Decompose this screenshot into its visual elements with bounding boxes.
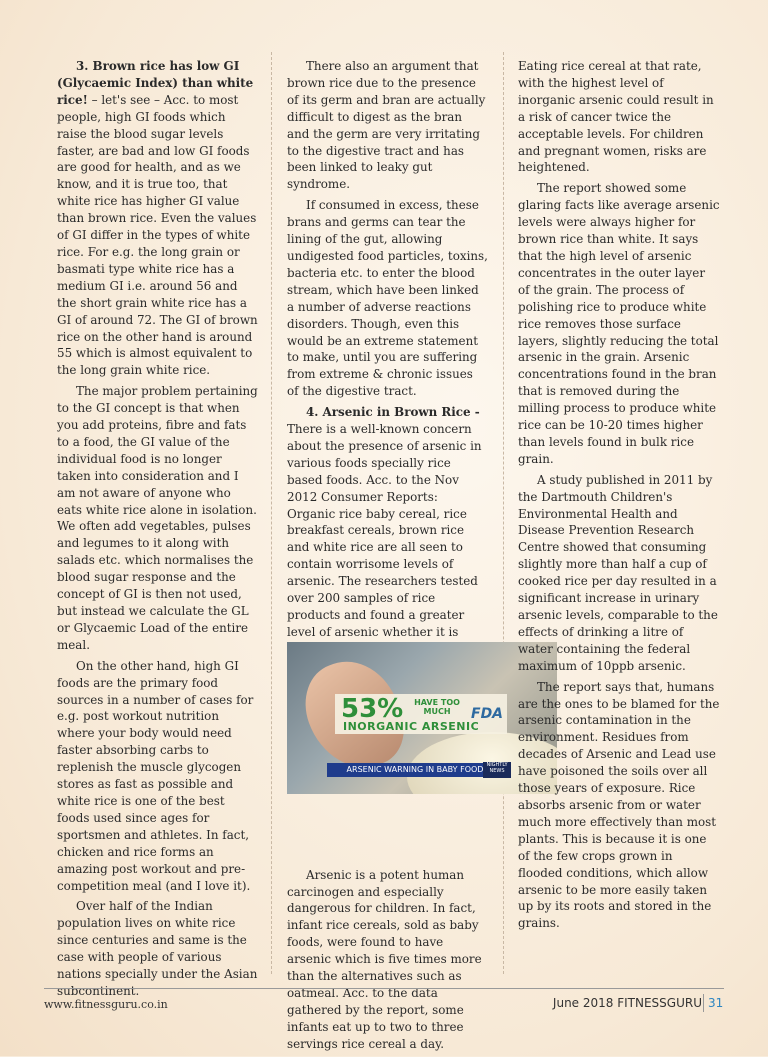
paragraph: If consumed in excess, these brans and germs can tear the lining of the gut, allowing undigested food particles, toxins, bacteria etc. to enter the blood stream, which have been linked a number of adverse reactions disorders. Though, even this would be an extreme statement to make, until you are suffering from extreme & chronic issues of the digestive tract. (287, 198, 488, 399)
news-ticker: ARSENIC WARNING IN BABY FOOD (327, 763, 503, 777)
paragraph: The report says that, humans are the ones to be blamed for the arsenic contamination in the environment. Residues from decades of Arsenic and Lead use have poisoned the soils over all those years of exposure. Rice absorbs arsenic from or water much more effectively than most plants. This is because it is one of the few crops grown in flooded conditions, which allow arsenic to be more easily taken up by its roots and stored in the grains. (518, 679, 720, 931)
fda-logo: FDA (471, 706, 504, 722)
column-divider (271, 52, 272, 974)
paragraph: Arsenic is a potent human carcinogen and especially dangerous for children. In fact, infant rice cereals, sold as baby foods, were found to have arsenic which is five times more than the alternatives such as oatmeal. Acc. to the data gathered by the report, some infants eat up to two to three servings rice cereal a day. (287, 867, 482, 1051)
page-number: 31 (708, 996, 724, 1010)
photo-percent: 53% (341, 694, 404, 724)
paragraph: There also an argument that brown rice due to the presence of its germ and bran are actually difficult to digest as the bran and the germ are very irritating to the digestive tract and has been linked to leaky gut syndrome. (287, 59, 486, 192)
paragraph: On the other hand, high GI foods are the primary food sources in a number of cases for e.g. post workout nutrition where your body would need faster absorbing carbs to replenish the muscle glycogen stores as fast as possible and white rice is one of the best foods used since ages for sportsmen and athletes. In fact, chicken and rice forms an amazing post workout and pre-competition meal (and I love it). (57, 658, 254, 893)
article-column-1 (57, 58, 258, 1004)
article-column-2 (287, 58, 488, 1057)
news-channel-logo: NIGHTLY NEWS (483, 762, 511, 778)
photo-inorganic-arsenic: INORGANIC ARSENIC (343, 720, 480, 733)
section-heading: 4. Arsenic in Brown Rice - (306, 405, 480, 420)
photo-have-too-much: HAVE TOO MUCH (414, 698, 460, 716)
paragraph: Over half of the Indian population lives on white rice since centuries and same is the case with people of various nations specially under the Asian subcontinent. (57, 899, 258, 998)
column-divider (503, 52, 504, 974)
paragraph: The report showed some glaring facts like average arsenic levels were always higher for brown rice than white. It says that the high level of arsenic concentrates in the outer layer of the grain. The process of polishing rice to produce white rice removes those surface layers, slightly reducing the total arsenic in the grain. Arsenic concentrations found in the bran that is removed during the milling process to produce white rice can be 10-20 times higher than levels found in bulk rice grain. (518, 181, 720, 466)
paragraph-text: – let's see – Acc. to most people, high GI foods which raise the blood sugar levels faster, are bad and low GI foods are good for health, and as we know, and it is true too, that white rice has higher GI value than brown rice. Even the values of GI differ in the types of white rice. For e.g. the long grain or basmati type white rice has a medium GI i.e. around 56 and the short grain white rice has a GI of around 72. The GI of brown rice on the other hand is around 55 which is almost equivalent to the long grain white rice. (57, 92, 258, 378)
paragraph-text: There is a well-known concern about the presence of arsenic in various foods specially rice based foods. Acc. to the Nov 2012 Consumer Reports: Organic rice baby cereal, rice breakfast cereals, brown rice and white rice are all seen to contain worrisome levels of arsenic. The researchers tested over 200 samples of rice products and found a greater level of arsenic whether it is (287, 422, 482, 639)
paragraph: Eating rice cereal at that rate, with the highest level of inorganic arsenic could result in a risk of cancer twice the acceptable levels. For children and pregnant women, risks are heightened. (518, 59, 714, 175)
paragraph: A study published in 2011 by the Dartmouth Children's Environmental Health and Disease Prevention Research Centre showed that consuming slightly more than half a cup of cooked rice per day resulted in a significant increase in urinary arsenic levels, comparable to the effects of drinking a litre of water containing the federal maximum of 10ppb arsenic. (518, 472, 718, 673)
footer-url: www.fitnessguru.co.in (44, 998, 168, 1011)
paragraph (57, 58, 258, 379)
footer-separator (703, 994, 704, 1012)
section-heading: 3. Brown rice has low GI (Glycaemic Index) than white rice! (57, 59, 254, 107)
paragraph: The major problem pertaining to the GI concept is that when you add proteins, fibre and fats to a food, the GI value of the individual food is no longer taken into consideration and I am not aware of anyone who eats white rice alone in isolation. We often add vegetables, pulses and legumes to it along with salads etc. which normalises the blood sugar response and the concept of GI is then not used, but instead we calculate the GL or Glycaemic Load of the entire meal. (57, 384, 258, 652)
article-column-3 (518, 58, 720, 936)
arsenic-news-photo (287, 642, 557, 794)
footer-rule (44, 988, 724, 989)
footer-issue: June 2018 FITNESSGURU (552, 996, 702, 1010)
paragraph (287, 404, 488, 675)
